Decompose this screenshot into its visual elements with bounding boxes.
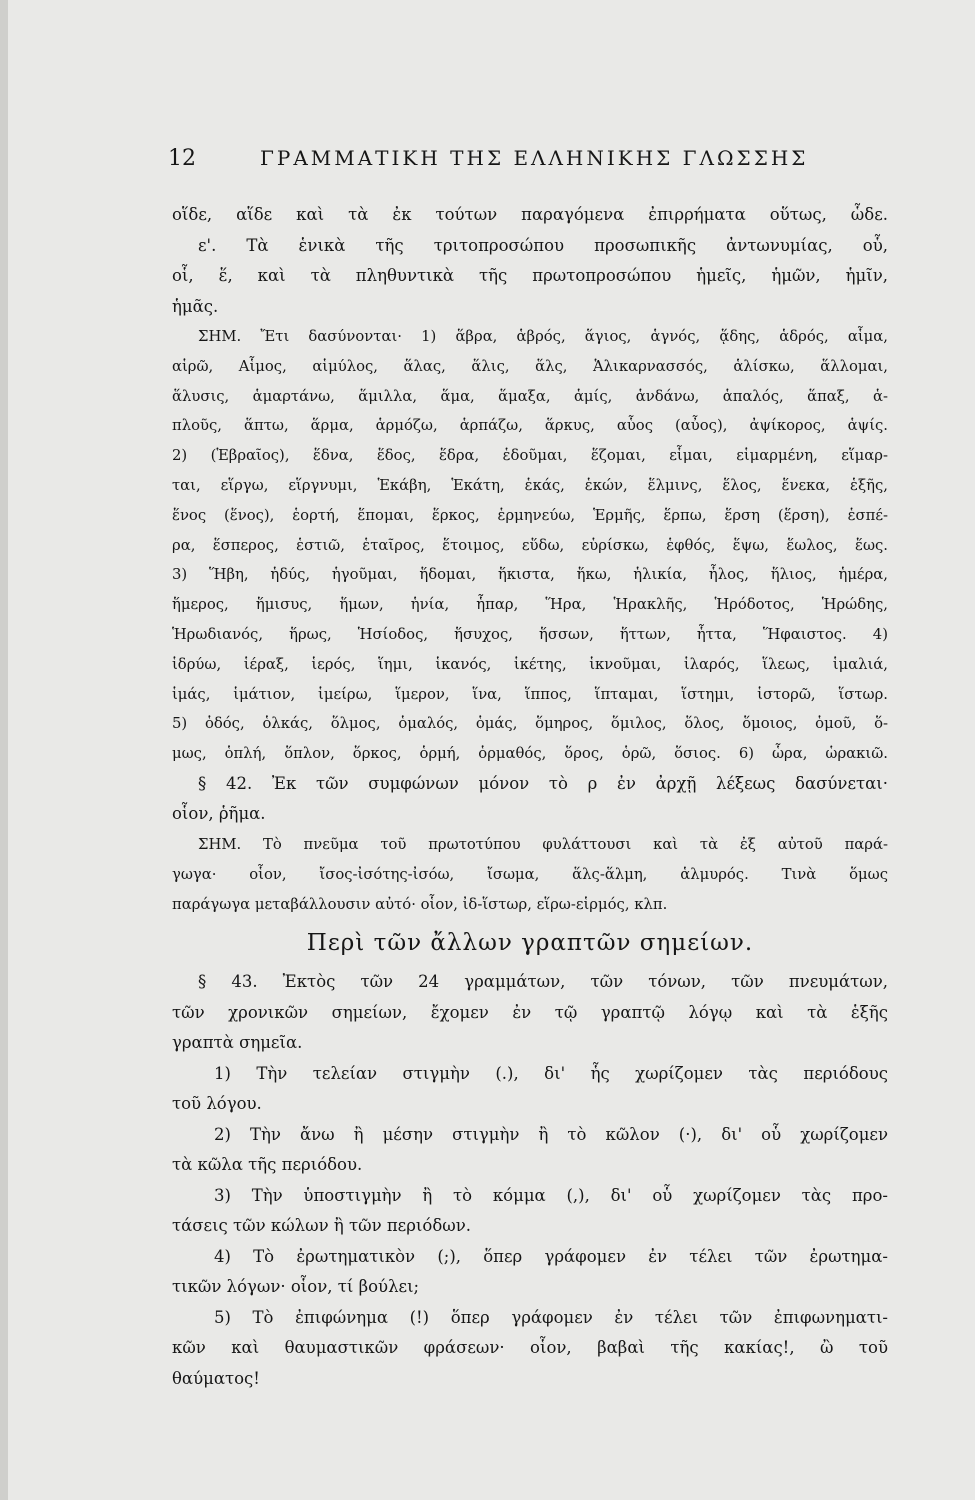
section-heading: Περὶ τῶν ἄλλων γραπτῶν σημείων. — [306, 930, 754, 957]
list-item-line: 5) Τὸ ἐπιφώνημα (!) ὅπερ γράφομεν ἐν τέλει τῶν ἐπιφωνηματι- — [214, 1307, 888, 1327]
note-line: αἱρῶ, Αἷμος, αἱμύλος, ἅλας, ἅλις, ἅλς, Ἁλικαρνασσός, ἁλίσκω, ἅλλομαι, — [172, 357, 888, 375]
note-line: γωγα· οἷον, ἴσος-ἰσότης-ἰσόω, ἴσωμα, ἅλς-ἅλμη, ἁλμυρός. Τινὰ ὅμως — [172, 865, 888, 883]
list-item-line: 1) Τὴν τελείαν στιγμὴν (.), δι' ἧς χωρίζομεν τὰς περιόδους — [214, 1063, 888, 1083]
note-line: ἅλυσις, ἁμαρτάνω, ἅμιλλα, ἅμα, ἅμαξα, ἁμίς, ἁνδάνω, ἁπαλός, ἅπαξ, ἁ- — [172, 387, 888, 405]
text-line: οἵδε, αἵδε καὶ τὰ ἐκ τούτων παραγόμενα ἐπιρρήματα οὕτως, ὧδε. — [172, 205, 888, 224]
note-line: 2) (Ἑβραῖος), ἕδνα, ἕδος, ἕδρα, ἑδοῦμαι, ἕζομαι, εἷμαι, εἱμαρμένη, εἵμαρ- — [172, 447, 888, 465]
note-line: 3) Ἥβη, ἡδύς, ἡγοῦμαι, ἥδομαι, ἥκιστα, ἥκω, ἡλικία, ἧλος, ἥλιος, ἡμέρα, — [172, 566, 888, 584]
section-42-line: § 42. Ἐκ τῶν συμφώνων μόνον τὸ ρ ἐν ἀρχῇ λέξεως δασύνεται· — [198, 773, 888, 793]
list-item-line: 4) Τὸ ἐρωτηματικὸν (;), ὅπερ γράφομεν ἐν τέλει τῶν ἐρωτημα- — [214, 1246, 888, 1266]
text-line: τικῶν λόγων· οἷον, τί βούλει; — [172, 1277, 420, 1297]
running-title: ΓΡΑΜΜΑΤΙΚΗ ΤΗΣ ΕΛΛΗΝΙΚΗΣ ΓΛΩΣΣΗΣ — [260, 146, 809, 170]
text-line: οἷον, ῥῆμα. — [172, 804, 266, 824]
text-line: τῶν χρονικῶν σημείων, ἔχομεν ἐν τῷ γραπτῷ λόγῳ καὶ τὰ ἑξῆς — [172, 1002, 888, 1022]
note-line: πλοῦς, ἅπτω, ἅρμα, ἁρμόζω, ἁρπάζω, ἅρκυς, αὗος (αὖος), ἀψίκορος, ἁψίς. — [172, 417, 888, 435]
page-number: 12 — [168, 146, 196, 171]
note-line: ρα, ἕσπερος, ἑστιῶ, ἑταῖρος, ἕτοιμος, εὕδω, εὑρίσκω, ἑφθός, ἕψω, ἕωλος, ἕως. — [172, 536, 888, 554]
note-line: ἕνος (ἕνος), ἑορτή, ἕπομαι, ἕρκος, ἑρμηνεύω, Ἑρμῆς, ἕρπω, ἕρση (ἕρση), ἑσπέ- — [172, 506, 888, 524]
note-line: Ἡρωδιανός, ἥρως, Ἡσίοδος, ἥσυχος, ἥσσων, ἥττων, ἧττα, Ἥφαιστος. 4) — [172, 625, 888, 643]
page-body — [172, 200, 888, 1394]
list-item-line: 2) Τὴν ἄνω ἢ μέσην στιγμὴν ἢ τὸ κῶλον (·), δι' οὗ χωρίζομεν — [214, 1124, 888, 1144]
text-line: τοῦ λόγου. — [172, 1094, 262, 1114]
section-43-line: § 43. Ἐκτὸς τῶν 24 γραμμάτων, τῶν τόνων, τῶν πνευμάτων, — [198, 972, 888, 992]
text-line: ἡμᾶς. — [172, 296, 219, 316]
text-line: τάσεις τῶν κώλων ἢ τῶν περιόδων. — [172, 1216, 471, 1236]
text-line: γραπτὰ σημεῖα. — [172, 1033, 303, 1053]
note-line: ἥμερος, ἥμισυς, ἥμων, ἡνία, ἧπαρ, Ἥρα, Ἡρακλῆς, Ἡρόδοτος, Ἡρώδης, — [172, 596, 888, 614]
note-line: ΣΗΜ. Ἔτι δασύνονται· 1) ἅβρα, ἁβρός, ἅγιος, ἁγνός, ᾅδης, ἁδρός, αἷμα, — [198, 328, 888, 345]
note-line: ΣΗΜ. Τὸ πνεῦμα τοῦ πρωτοτύπου φυλάττουσι καὶ τὰ ἐξ αὐτοῦ παρά- — [198, 835, 888, 853]
note-line: 5) ὁδός, ὁλκάς, ὅλμος, ὁμαλός, ὁμάς, ὅμηρος, ὅμιλος, ὅλος, ὅμοιος, ὁμοῦ, ὅ- — [172, 715, 888, 733]
list-item-line: 3) Τὴν ὑποστιγμὴν ἢ τὸ κόμμα (,), δι' οὗ χωρίζομεν τὰς προ- — [214, 1185, 888, 1205]
note-line: ἱμάς, ἱμάτιον, ἱμείρω, ἵμερον, ἵνα, ἵππος, ἵπταμαι, ἵστημι, ἱστορῶ, ἵστωρ. — [172, 685, 888, 703]
text-line: οἷ, ἕ, καὶ τὰ πληθυντικὰ τῆς πρωτοπροσώπου ἡμεῖς, ἡμῶν, ἡμῖν, — [172, 266, 888, 285]
text-line: ε'. Τὰ ἑνικὰ τῆς τριτοπροσώπου προσωπικῆς ἀντωνυμίας, οὗ, — [198, 235, 888, 255]
text-line: τὰ κῶλα τῆς περιόδου. — [172, 1155, 363, 1175]
page-edge — [0, 0, 8, 1500]
note-line: ἱδρύω, ἱέραξ, ἱερός, ἵημι, ἱκανός, ἱκέτης, ἱκνοῦμαι, ἱλαρός, ἵλεως, ἱμαλιά, — [172, 655, 888, 673]
text-line: κῶν καὶ θαυμαστικῶν φράσεων· οἷον, βαβαὶ τῆς κακίας!, ὢ τοῦ — [172, 1338, 888, 1358]
text-line: θαύματος! — [172, 1368, 260, 1388]
note-line: ται, εἵργω, εἵργνυμι, Ἑκάβη, Ἑκάτη, ἑκάς, ἑκών, ἕλμινς, ἕλος, ἕνεκα, ἑξῆς, — [172, 476, 888, 494]
page-header — [168, 146, 888, 171]
note-line: παράγωγα μεταβάλλουσιν αὐτό· οἷον, ἰδ-ἵστωρ, εἵρω-εἱρμός, κλπ. — [172, 895, 668, 913]
note-line: μως, ὁπλή, ὅπλον, ὅρκος, ὁρμή, ὁρμαθός, ὅρος, ὁρῶ, ὅσιος. 6) ὧρα, ὡρακιῶ. — [172, 745, 888, 763]
